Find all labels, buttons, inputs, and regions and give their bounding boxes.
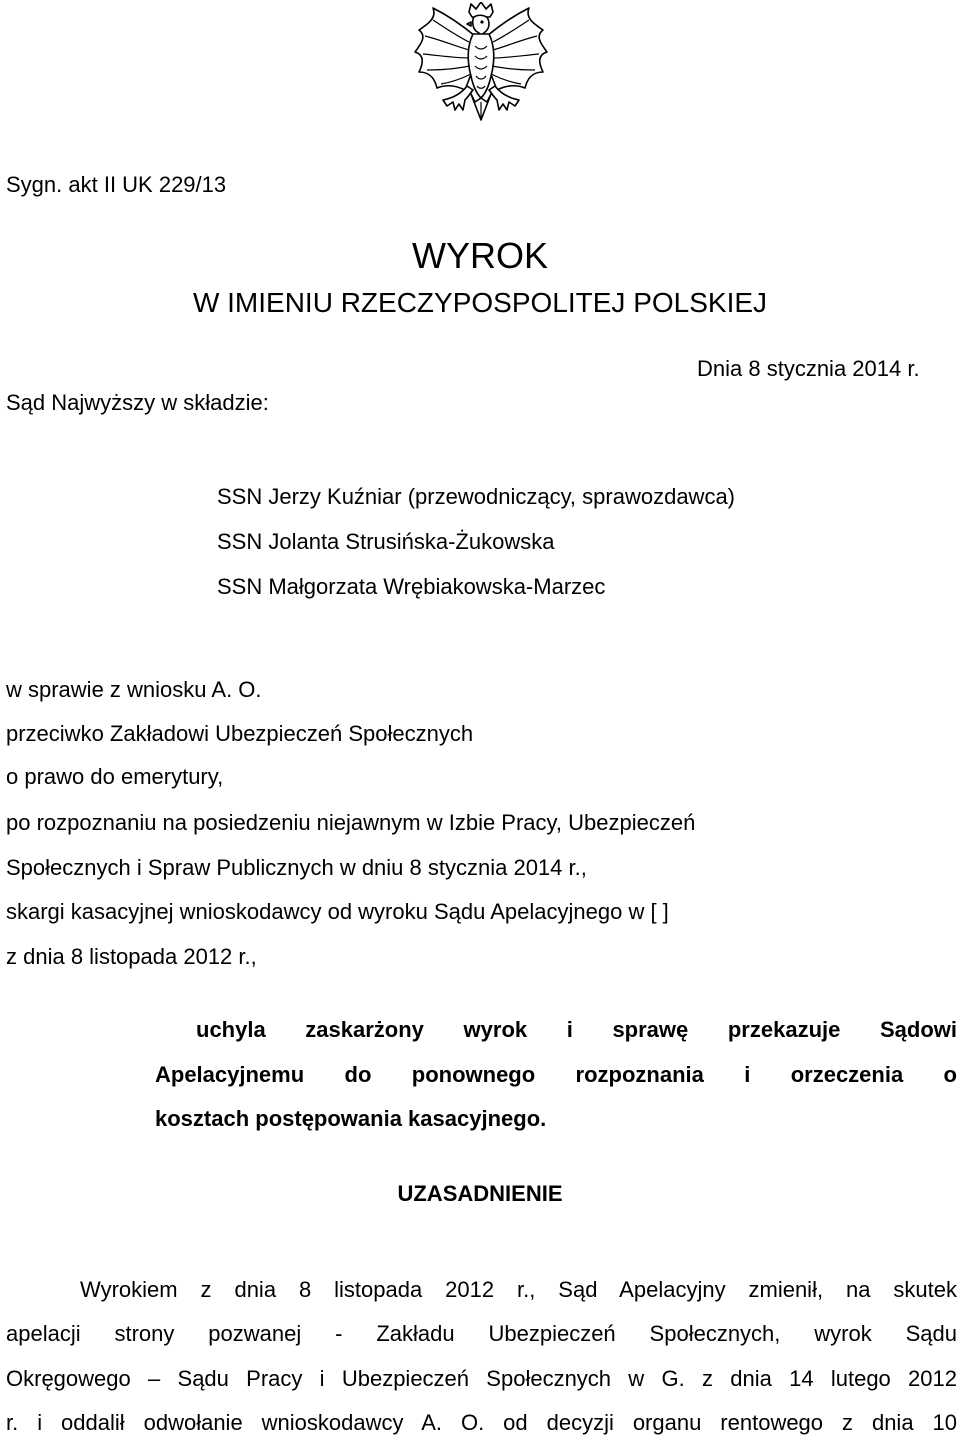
judge-presiding: SSN Jerzy Kuźniar (przewodniczący, sprawozdawca) bbox=[217, 484, 735, 509]
ruling-line: kosztach postępowania kasacyjnego. bbox=[155, 1106, 547, 1131]
case-appeal-line: z dnia 8 listopada 2012 r., bbox=[6, 944, 257, 969]
justification-line: apelacji strony pozwanej - Zakładu Ubezpieczeń Społecznych, wyrok Sądu bbox=[6, 1321, 957, 1346]
judge-member: SSN Jolanta Strusińska-Żukowska bbox=[217, 529, 555, 554]
case-hearing-line: Społecznych i Spraw Publicznych w dniu 8 stycznia 2014 r., bbox=[6, 855, 587, 880]
ruling-line: Apelacyjnemu do ponownego rozpoznania i orzeczenia o bbox=[155, 1062, 957, 1087]
judgment-title: WYROK bbox=[411, 235, 548, 276]
case-hearing-line: po rozpoznaniu na posiedzeniu niejawnym w Izbie Pracy, Ubezpieczeń bbox=[6, 810, 696, 835]
polish-eagle-emblem-icon bbox=[413, 2, 549, 132]
ruling-line: uchyla zaskarżony wyrok i sprawę przekazuje Sądowi bbox=[196, 1017, 957, 1042]
judge-member: SSN Małgorzata Wrębiakowska-Marzec bbox=[217, 574, 606, 599]
justification-heading: UZASADNIENIE bbox=[397, 1181, 563, 1206]
judgment-date: Dnia 8 stycznia 2014 r. bbox=[697, 356, 920, 381]
justification-line: r. i oddalił odwołanie wnioskodawcy A. O. od decyzji organu rentowego z dnia 10 bbox=[6, 1410, 957, 1435]
case-subject: o prawo do emerytury, bbox=[6, 764, 224, 789]
justification-line: Wyrokiem z dnia 8 listopada 2012 r., Sąd Apelacyjny zmienił, na skutek bbox=[80, 1277, 957, 1302]
case-applicant: w sprawie z wniosku A. O. bbox=[6, 677, 262, 702]
court-composition-label: Sąd Najwyższy w składzie: bbox=[6, 390, 269, 415]
case-respondent: przeciwko Zakładowi Ubezpieczeń Społecznych bbox=[6, 721, 474, 746]
case-signature: Sygn. akt II UK 229/13 bbox=[6, 172, 227, 197]
case-appeal-line: skargi kasacyjnej wnioskodawcy od wyroku Sądu Apelacyjnego w [ ] bbox=[6, 899, 669, 924]
judgment-subtitle: W IMIENIU RZECZYPOSPOLITEJ POLSKIEJ bbox=[192, 287, 768, 318]
justification-line: Okręgowego – Sądu Pracy i Ubezpieczeń Społecznych w G. z dnia 14 lutego 2012 bbox=[6, 1366, 957, 1391]
